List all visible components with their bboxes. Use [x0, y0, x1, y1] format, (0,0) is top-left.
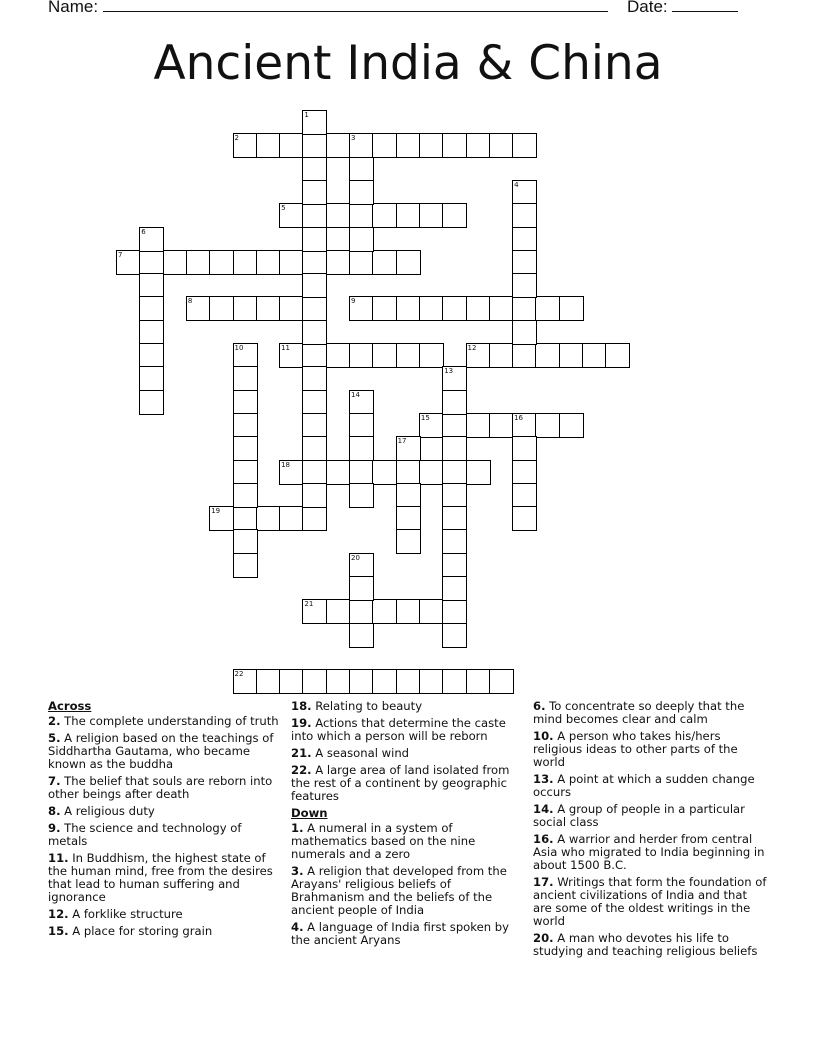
cell-number: 6: [141, 227, 146, 236]
grid-cell[interactable]: [512, 227, 537, 252]
grid-cell[interactable]: [279, 296, 304, 321]
grid-cell[interactable]: [442, 133, 467, 158]
grid-cell[interactable]: [302, 157, 327, 182]
grid-cell[interactable]: [233, 553, 258, 578]
clue-text: A religion that developed from the Arayans' religious beliefs of Brahmanism and the beliefs of the ancient people of India: [291, 864, 507, 917]
clue-text: A large area of land isolated from the rest of a continent by geographic features: [291, 763, 510, 803]
grid-cell[interactable]: [349, 133, 374, 158]
down-clue: [533, 876, 769, 928]
grid-cell[interactable]: [233, 296, 258, 321]
grid-cell[interactable]: [326, 460, 351, 485]
clue-text: To concentrate so deeply that the mind becomes clear and calm: [533, 699, 745, 726]
grid-cell[interactable]: [139, 343, 164, 368]
cell-number: 11: [281, 344, 291, 352]
clue-text: Writings that form the foundation of ancient civilizations of India and that are some of the oldest writings in the world: [533, 875, 767, 928]
clue-number: 11.: [48, 851, 69, 865]
grid-cell[interactable]: [233, 669, 258, 694]
grid-cell[interactable]: [139, 227, 164, 252]
grid-cell[interactable]: [396, 296, 421, 321]
grid-cell[interactable]: [302, 250, 327, 275]
grid-cell[interactable]: [372, 460, 397, 485]
grid-cell[interactable]: [302, 436, 327, 461]
grid-cell[interactable]: [349, 390, 374, 415]
grid-cell[interactable]: [302, 669, 327, 694]
clue-text: A warrior and herder from central Asia who migrated to India beginning in about 1500 B.C.: [533, 832, 765, 872]
grid-cell[interactable]: [372, 133, 397, 158]
grid-cell[interactable]: [512, 133, 537, 158]
grid-cell[interactable]: [256, 669, 281, 694]
clue-number: 13.: [533, 772, 554, 786]
grid-cell[interactable]: [372, 296, 397, 321]
grid-cell[interactable]: [372, 669, 397, 694]
grid-cell[interactable]: [442, 553, 467, 578]
clue-text: Actions that determine the caste into which a person will be reborn: [291, 716, 506, 743]
grid-cell[interactable]: [396, 203, 421, 228]
grid-cell[interactable]: [349, 460, 374, 485]
grid-cell[interactable]: [139, 390, 164, 415]
grid-cell[interactable]: [419, 413, 444, 438]
grid-cell[interactable]: [256, 250, 281, 275]
grid-cell[interactable]: [233, 343, 258, 368]
clue-text: A numeral in a system of mathematics based on the nine numerals and a zero: [291, 821, 476, 861]
down-clue: [533, 932, 769, 958]
grid-cell[interactable]: [349, 436, 374, 461]
grid-cell[interactable]: [326, 203, 351, 228]
grid-cell[interactable]: [442, 623, 467, 648]
grid-cell[interactable]: [302, 110, 327, 135]
across-clue: [48, 805, 280, 818]
across-clue: [48, 732, 280, 771]
grid-cell[interactable]: [466, 296, 491, 321]
grid-cell[interactable]: [419, 599, 444, 624]
clue-number: 6.: [533, 699, 546, 713]
grid-cell[interactable]: [396, 250, 421, 275]
grid-cell[interactable]: [512, 413, 537, 438]
grid-cell[interactable]: [396, 599, 421, 624]
grid-cell[interactable]: [605, 343, 630, 368]
grid-cell[interactable]: [582, 343, 607, 368]
grid-cell[interactable]: [489, 133, 514, 158]
clue-number: 5.: [48, 731, 61, 745]
clue-number: 4.: [291, 920, 304, 934]
clue-number: 20.: [533, 931, 554, 945]
grid-cell[interactable]: [489, 343, 514, 368]
clue-number: 19.: [291, 716, 312, 730]
grid-cell[interactable]: [442, 413, 467, 438]
grid-cell[interactable]: [489, 296, 514, 321]
clue-text: A man who devotes his life to studying and teaching religious beliefs: [533, 931, 758, 958]
cell-number: 14: [351, 390, 360, 399]
grid-cell[interactable]: [233, 460, 258, 485]
grid-cell[interactable]: [396, 343, 421, 368]
clue-number: 10.: [533, 729, 554, 743]
grid-cell[interactable]: [466, 413, 491, 438]
grid-cell[interactable]: [139, 296, 164, 321]
cell-number: 16: [514, 413, 524, 422]
clue-number: 12.: [48, 907, 69, 921]
grid-cell[interactable]: [489, 413, 514, 438]
clue-text: A religion based on the teachings of Siddhartha Gautama, who became known as the buddha: [48, 731, 274, 771]
grid-cell[interactable]: [302, 227, 327, 252]
grid-cell[interactable]: [186, 250, 211, 275]
grid-cell[interactable]: [233, 529, 258, 554]
cell-number: 15: [420, 413, 430, 422]
cell-number: 3: [351, 134, 356, 143]
clue-number: 1.: [291, 821, 304, 835]
cell-number: 19: [211, 507, 221, 516]
grid-cell[interactable]: [396, 669, 421, 694]
clue-number: 17.: [533, 875, 554, 889]
down-clue: [291, 865, 523, 917]
grid-cell[interactable]: [512, 320, 537, 345]
clue-number: 22.: [291, 763, 312, 777]
grid-cell[interactable]: [349, 576, 374, 601]
grid-cell[interactable]: [279, 669, 304, 694]
grid-cell[interactable]: [535, 413, 560, 438]
grid-cell[interactable]: [442, 483, 467, 508]
cell-number: 4: [514, 180, 519, 189]
grid-cell[interactable]: [233, 250, 258, 275]
grid-cell[interactable]: [302, 366, 327, 391]
grid-cell[interactable]: [396, 483, 421, 508]
grid-cell[interactable]: [419, 133, 444, 158]
grid-cell[interactable]: [512, 180, 537, 205]
clues-column-1: [48, 700, 280, 942]
clue-text: A place for storing grain: [68, 924, 213, 938]
grid-cell[interactable]: [233, 436, 258, 461]
grid-cell[interactable]: [349, 343, 374, 368]
grid-cell[interactable]: [256, 506, 281, 531]
down-clue: [533, 730, 769, 769]
clue-number: 16.: [533, 832, 554, 846]
grid-cell[interactable]: [302, 203, 327, 228]
grid-cell[interactable]: [302, 273, 327, 298]
grid-cell[interactable]: [396, 133, 421, 158]
grid-cell[interactable]: [442, 669, 467, 694]
grid-cell[interactable]: [442, 436, 467, 461]
grid-cell[interactable]: [349, 250, 374, 275]
grid-cell[interactable]: [442, 576, 467, 601]
grid-cell[interactable]: [349, 623, 374, 648]
grid-cell[interactable]: [349, 296, 374, 321]
grid-cell[interactable]: [442, 506, 467, 531]
grid-cell[interactable]: [419, 343, 444, 368]
across-clue: [48, 908, 280, 921]
clues-column-2: [291, 700, 523, 951]
clue-text: In Buddhism, the highest state of the human mind, free from the desires that lead to human suffering and ignorance: [48, 851, 273, 904]
grid-cell[interactable]: [489, 669, 514, 694]
clue-number: 3.: [291, 864, 304, 878]
grid-cell[interactable]: [233, 506, 258, 531]
grid-cell[interactable]: [139, 250, 164, 275]
clue-text: A religious duty: [60, 804, 155, 818]
grid-cell[interactable]: [326, 599, 351, 624]
grid-cell[interactable]: [256, 296, 281, 321]
puzzle-title: Ancient India & China: [153, 36, 663, 91]
clue-text: A point at which a sudden change occurs: [533, 772, 755, 799]
grid-cell[interactable]: [396, 529, 421, 554]
clue-text: A language of India first spoken by the ancient Aryans: [291, 920, 509, 947]
grid-cell[interactable]: [302, 413, 327, 438]
grid-cell[interactable]: [279, 133, 304, 158]
grid-cell[interactable]: [419, 669, 444, 694]
grid-cell[interactable]: [535, 343, 560, 368]
grid-cell[interactable]: [512, 273, 537, 298]
grid-cell[interactable]: [233, 413, 258, 438]
clues-column-3: [533, 700, 769, 962]
grid-cell[interactable]: [302, 599, 327, 624]
grid-cell[interactable]: [442, 599, 467, 624]
across-clue: [48, 775, 280, 801]
grid-cell[interactable]: [256, 133, 281, 158]
grid-cell[interactable]: [535, 296, 560, 321]
clue-number: 9.: [48, 821, 61, 835]
grid-cell[interactable]: [396, 460, 421, 485]
grid-cell[interactable]: [163, 250, 188, 275]
clue-text: The belief that souls are reborn into other beings after death: [48, 774, 273, 801]
name-label: Name:: [48, 0, 99, 16]
grid-cell[interactable]: [372, 343, 397, 368]
clue-text: A forklike structure: [68, 907, 183, 921]
across-clue: [48, 925, 280, 938]
grid-cell[interactable]: [466, 669, 491, 694]
grid-cell[interactable]: [349, 669, 374, 694]
grid-cell[interactable]: [279, 203, 304, 228]
grid-cell[interactable]: [209, 506, 234, 531]
across-clue: [48, 822, 280, 848]
grid-cell[interactable]: [559, 343, 584, 368]
grid-cell[interactable]: [349, 483, 374, 508]
grid-cell[interactable]: [396, 436, 421, 461]
grid-cell[interactable]: [419, 460, 444, 485]
grid-cell[interactable]: [279, 250, 304, 275]
grid-cell[interactable]: [233, 133, 258, 158]
grid-cell[interactable]: [372, 203, 397, 228]
across-clue: [48, 715, 280, 728]
grid-cell[interactable]: [512, 436, 537, 461]
grid-cell[interactable]: [466, 133, 491, 158]
grid-cell[interactable]: [233, 390, 258, 415]
grid-cell[interactable]: [349, 413, 374, 438]
clue-number: 15.: [48, 924, 69, 938]
date-label: Date:: [627, 0, 668, 16]
grid-cell[interactable]: [349, 157, 374, 182]
cell-number: 13: [444, 367, 454, 376]
grid-cell[interactable]: [559, 296, 584, 321]
cell-number: 20: [351, 553, 360, 562]
grid-cell[interactable]: [372, 599, 397, 624]
grid-cell[interactable]: [349, 553, 374, 578]
grid-cell[interactable]: [442, 296, 467, 321]
cell-number: 10: [234, 344, 244, 352]
across-clue: [291, 717, 523, 743]
clue-text: A seasonal wind: [311, 746, 410, 760]
grid-cell[interactable]: [512, 296, 537, 321]
cell-number: 18: [281, 460, 291, 469]
grid-cell[interactable]: [466, 343, 491, 368]
grid-cell[interactable]: [302, 180, 327, 205]
grid-cell[interactable]: [302, 483, 327, 508]
across-clue: [291, 747, 523, 760]
across-clue: [291, 764, 523, 803]
grid-cell[interactable]: [302, 390, 327, 415]
grid-cell[interactable]: [139, 366, 164, 391]
grid-cell[interactable]: [302, 460, 327, 485]
grid-cell[interactable]: [186, 296, 211, 321]
clue-number: 18.: [291, 699, 312, 713]
grid-cell[interactable]: [512, 343, 537, 368]
grid-cell[interactable]: [349, 227, 374, 252]
across-heading: Across: [48, 699, 92, 713]
grid-cell[interactable]: [512, 483, 537, 508]
grid-cell[interactable]: [139, 320, 164, 345]
grid-cell[interactable]: [349, 599, 374, 624]
grid-cell[interactable]: [302, 296, 327, 321]
grid-cell[interactable]: [349, 180, 374, 205]
clue-number: 14.: [533, 802, 554, 816]
grid-cell[interactable]: [372, 250, 397, 275]
clue-text: A group of people in a particular social class: [533, 802, 745, 829]
cell-number: 5: [281, 204, 286, 213]
grid-cell[interactable]: [442, 529, 467, 554]
grid-cell[interactable]: [466, 460, 491, 485]
grid-cell[interactable]: [279, 343, 304, 368]
grid-cell[interactable]: [302, 133, 327, 158]
across-clue: [48, 852, 280, 904]
grid-cell[interactable]: [326, 669, 351, 694]
grid-cell[interactable]: [116, 250, 141, 275]
clue-number: 7.: [48, 774, 61, 788]
clue-text: The science and technology of metals: [48, 821, 242, 848]
grid-cell[interactable]: [419, 296, 444, 321]
clue-text: The complete understanding of truth: [60, 714, 279, 728]
grid-cell[interactable]: [233, 483, 258, 508]
cell-number: 9: [351, 297, 356, 306]
grid-cell[interactable]: [302, 506, 327, 531]
grid-cell[interactable]: [419, 203, 444, 228]
grid-cell[interactable]: [442, 203, 467, 228]
cell-number: 2: [234, 134, 239, 143]
down-clue: [533, 700, 769, 726]
clue-number: 2.: [48, 714, 61, 728]
grid-cell[interactable]: [279, 506, 304, 531]
down-clue: [533, 833, 769, 872]
cell-number: 7: [118, 250, 123, 259]
grid-cell[interactable]: [209, 296, 234, 321]
grid-cell[interactable]: [512, 460, 537, 485]
grid-cell[interactable]: [512, 203, 537, 228]
grid-cell[interactable]: [302, 343, 327, 368]
down-clue: [533, 803, 769, 829]
clue-number: 8.: [48, 804, 61, 818]
grid-cell[interactable]: [512, 250, 537, 275]
clue-text: Relating to beauty: [311, 699, 423, 713]
cell-number: 17: [397, 437, 407, 446]
cell-number: 21: [304, 600, 314, 609]
grid-cell[interactable]: [442, 390, 467, 415]
grid-cell[interactable]: [326, 133, 351, 158]
grid-cell[interactable]: [209, 250, 234, 275]
grid-cell[interactable]: [139, 273, 164, 298]
clue-text: A person who takes his/hers religious ideas to other parts of the world: [533, 729, 738, 769]
down-heading: Down: [291, 806, 328, 820]
clue-number: 21.: [291, 746, 312, 760]
grid-cell[interactable]: [349, 203, 374, 228]
grid-cell[interactable]: [326, 343, 351, 368]
across-clue: [291, 700, 523, 713]
grid-cell[interactable]: [442, 366, 467, 391]
grid-cell[interactable]: [442, 460, 467, 485]
cell-number: 8: [187, 297, 193, 306]
cell-number: 12: [467, 344, 477, 352]
grid-cell[interactable]: [559, 413, 584, 438]
grid-cell[interactable]: [279, 460, 304, 485]
down-clue: [291, 822, 523, 861]
grid-cell[interactable]: [233, 366, 258, 391]
grid-cell[interactable]: [396, 506, 421, 531]
cell-number: 1: [304, 111, 309, 119]
grid-cell[interactable]: [326, 250, 351, 275]
down-clue: [533, 773, 769, 799]
grid-cell[interactable]: [512, 506, 537, 531]
grid-cell[interactable]: [302, 320, 327, 345]
cell-number: 22: [234, 670, 244, 679]
down-clue: [291, 921, 523, 947]
